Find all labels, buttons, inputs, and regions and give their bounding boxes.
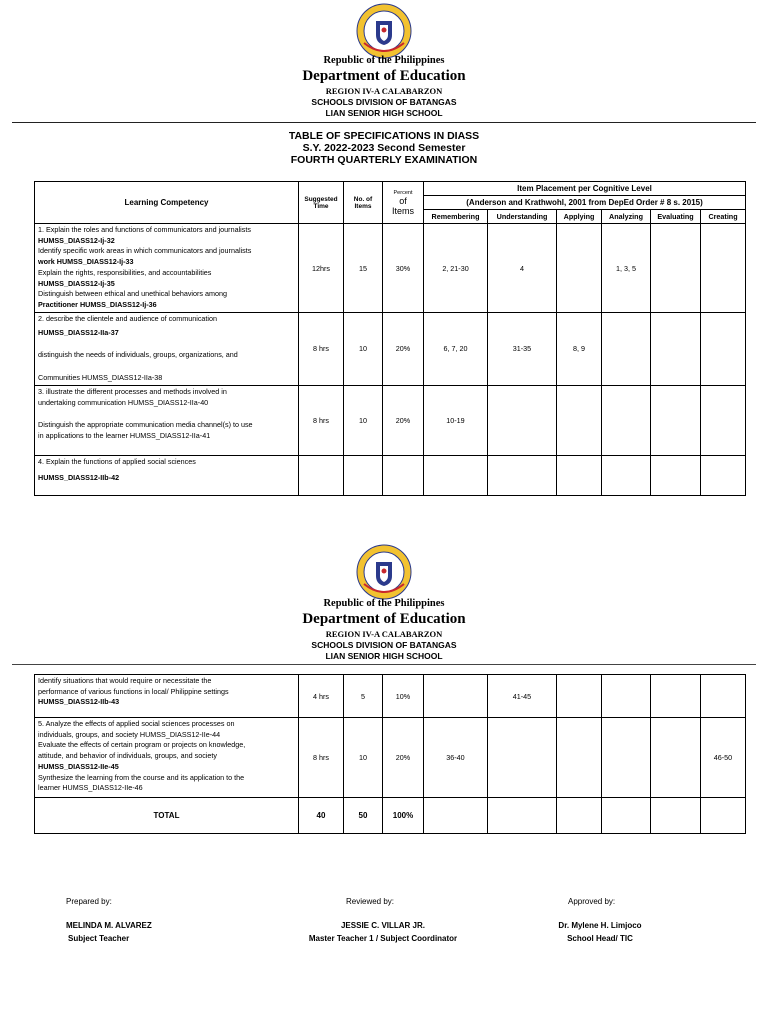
competency-line: Distinguish the appropriate communication media channel(s) to use xyxy=(38,420,253,430)
percent-cell: 30% xyxy=(383,224,424,313)
competency-code: Practitioner HUMSS_DIASS12-Ij-36 xyxy=(38,299,157,309)
competency-line: undertaking communication HUMSS_DIASS12-IIa-40 xyxy=(38,397,209,407)
understanding-cell: 4 xyxy=(488,224,557,313)
competency-line: Distinguish between ethical and unethical behaviors among xyxy=(38,289,227,299)
items-cell: 5 xyxy=(344,675,383,718)
evaluating-cell xyxy=(651,224,701,313)
competency-line: 1. Explain the roles and functions of communicators and journalists xyxy=(38,225,251,234)
prepared-by-name: MELINDA M. ALVAREZ xyxy=(66,921,152,930)
approved-by-name: Dr. Mylene H. Limjoco xyxy=(558,921,642,930)
competency-cell xyxy=(35,455,299,495)
applying-cell xyxy=(557,718,602,798)
percent-cell: 20% xyxy=(383,385,424,455)
region-label: REGION IV-A CALABARZON xyxy=(325,629,443,639)
percent-of-label: of xyxy=(399,195,407,206)
document-title: TABLE OF SPECIFICATIONS IN DIASS xyxy=(288,130,480,142)
remembering-cell: 2, 21-30 xyxy=(424,224,488,313)
competency-code: HUMSS_DIASS12-IIe-45 xyxy=(38,761,119,771)
percent-cell: 20% xyxy=(383,718,424,798)
empty-cell xyxy=(424,798,488,834)
competency-line: Identify specific work areas in which communicators and journalists xyxy=(38,246,252,256)
table-row xyxy=(35,224,746,313)
analyzing-cell xyxy=(602,675,651,718)
deped-seal-logo xyxy=(356,3,412,59)
competency-line: Synthesize the learning from the course and its application to the xyxy=(38,772,245,782)
col-header-remembering: Remembering xyxy=(424,210,488,224)
remembering-cell: 6, 7, 20 xyxy=(424,313,488,386)
items-cell: 15 xyxy=(344,224,383,313)
understanding-cell: 31-35 xyxy=(488,313,557,386)
approved-by-label: Approved by: xyxy=(568,897,616,906)
competency-line: performance of various functions in local/ Philippine settings xyxy=(38,686,229,696)
total-time: 40 xyxy=(299,798,344,834)
creating-cell xyxy=(701,455,746,495)
applying-cell xyxy=(557,224,602,313)
total-label: TOTAL xyxy=(35,798,299,834)
table-row xyxy=(35,455,746,495)
evaluating-cell xyxy=(651,455,701,495)
competency-code: HUMSS_DIASS12-IIb-42 xyxy=(38,472,120,482)
competency-code: HUMSS_DIASS12-IIb-43 xyxy=(38,697,120,707)
time-cell: 8 hrs xyxy=(299,718,344,798)
competency-code: work HUMSS_DIASS12-Ij-33 xyxy=(38,257,134,267)
competency-line: in applications to the learner HUMSS_DIASS12-IIa-41 xyxy=(38,430,211,440)
col-header-understanding: Understanding xyxy=(488,210,557,224)
empty-cell xyxy=(488,798,557,834)
understanding-cell: 41-45 xyxy=(488,675,557,718)
understanding-cell xyxy=(488,718,557,798)
school-label: LIAN SENIOR HIGH SCHOOL xyxy=(325,651,443,661)
percent-cell xyxy=(383,455,424,495)
remembering-cell xyxy=(424,455,488,495)
school-label: LIAN SENIOR HIGH SCHOOL xyxy=(325,108,443,118)
competency-line: attitude, and behavior of individuals, groups, and society xyxy=(38,751,218,761)
approved-by-title: School Head/ TIC xyxy=(567,934,633,943)
division-label: SCHOOLS DIVISION OF BATANGAS xyxy=(311,97,457,107)
reviewed-by-name: JESSIE C. VILLAR JR. xyxy=(340,921,426,930)
reviewed-by-title: Master Teacher 1 / Subject Coordinator xyxy=(308,934,458,943)
applying-cell xyxy=(557,455,602,495)
creating-cell xyxy=(701,313,746,386)
remembering-cell xyxy=(424,675,488,718)
republic-label: Republic of the Philippines xyxy=(323,598,445,609)
header-divider xyxy=(12,122,756,123)
creating-cell xyxy=(701,224,746,313)
col-header-percent xyxy=(383,182,424,224)
col-header-competency: Learning Competency xyxy=(35,182,299,224)
competency-code: HUMSS_DIASS12-Ij-32 xyxy=(38,235,115,245)
percent-cell: 20% xyxy=(383,313,424,386)
deped-seal-logo xyxy=(356,544,412,600)
empty-cell xyxy=(651,798,701,834)
exam-title: FOURTH QUARTERLY EXAMINATION xyxy=(290,154,478,166)
competency-cell xyxy=(35,675,299,718)
items-cell: 10 xyxy=(344,313,383,386)
competency-cell xyxy=(35,718,299,798)
empty-cell xyxy=(557,798,602,834)
time-cell: 4 hrs xyxy=(299,675,344,718)
competency-line: 3. illustrate the different processes and methods involved in xyxy=(38,386,227,396)
analyzing-cell xyxy=(602,385,651,455)
prepared-by-label: Prepared by: xyxy=(66,897,112,906)
competency-cell xyxy=(35,313,299,386)
time-cell: 12hrs xyxy=(299,224,344,313)
department-title: Department of Education xyxy=(302,611,466,627)
empty-cell xyxy=(602,798,651,834)
republic-label: Republic of the Philippines xyxy=(323,55,445,66)
understanding-cell xyxy=(488,455,557,495)
evaluating-cell xyxy=(651,385,701,455)
evaluating-cell xyxy=(651,718,701,798)
applying-cell: 8, 9 xyxy=(557,313,602,386)
remembering-cell: 10-19 xyxy=(424,385,488,455)
prepared-by-title: Subject Teacher xyxy=(68,934,130,943)
competency-line: 2. describe the clientele and audience of communication xyxy=(38,314,217,323)
items-cell: 10 xyxy=(344,718,383,798)
col-header-evaluating: Evaluating xyxy=(651,210,701,224)
reference-note: (Anderson and Krathwohl, 2001 from DepEd Order # 8 s. 2015) xyxy=(424,196,746,210)
specification-table-continued xyxy=(34,674,746,834)
time-cell xyxy=(299,455,344,495)
header-divider xyxy=(12,664,756,665)
creating-cell xyxy=(701,675,746,718)
table-row xyxy=(35,385,746,455)
competency-line: learner HUMSS_DIASS12-IIe-46 xyxy=(38,783,143,793)
col-header-applying: Applying xyxy=(557,210,602,224)
time-cell: 8 hrs xyxy=(299,313,344,386)
competency-line: Communities HUMSS_DIASS12-IIa-38 xyxy=(38,373,163,383)
col-header-analyzing: Analyzing xyxy=(602,210,651,224)
school-year: S.Y. 2022-2023 Second Semester xyxy=(302,142,466,154)
percent-items-label: Items xyxy=(391,205,414,216)
time-cell: 8 hrs xyxy=(299,385,344,455)
region-label: REGION IV-A CALABARZON xyxy=(325,86,443,96)
total-items: 50 xyxy=(344,798,383,834)
creating-cell: 46-50 xyxy=(701,718,746,798)
competency-line: Explain the rights, responsibilities, and accountabilities xyxy=(38,267,212,277)
evaluating-cell xyxy=(651,675,701,718)
understanding-cell xyxy=(488,385,557,455)
items-cell: 10 xyxy=(344,385,383,455)
col-header-placement: Item Placement per Cognitive Level xyxy=(424,182,746,196)
competency-line: distinguish the needs of individuals, groups, organizations, and xyxy=(38,350,238,360)
creating-cell xyxy=(701,385,746,455)
competency-line: Evaluate the effects of certain program or projects on knowledge, xyxy=(38,740,246,750)
analyzing-cell xyxy=(602,455,651,495)
evaluating-cell xyxy=(651,313,701,386)
percent-small-label: Percent xyxy=(393,189,413,196)
items-cell xyxy=(344,455,383,495)
reviewed-by-label: Reviewed by: xyxy=(346,897,395,906)
applying-cell xyxy=(557,675,602,718)
department-title: Department of Education xyxy=(302,68,466,84)
total-row xyxy=(35,798,746,834)
col-header-items: No. of Items xyxy=(344,182,383,224)
table-row xyxy=(35,313,746,386)
competency-cell xyxy=(35,385,299,455)
table-row xyxy=(35,675,746,718)
analyzing-cell xyxy=(602,718,651,798)
applying-cell xyxy=(557,385,602,455)
competency-line: 5. Analyze the effects of applied social sciences processes on xyxy=(38,719,235,728)
competency-line: Identify situations that would require or necessitate the xyxy=(38,676,212,685)
specification-table xyxy=(34,181,746,496)
competency-code: HUMSS_DIASS12-IIa-37 xyxy=(38,327,119,337)
percent-cell: 10% xyxy=(383,675,424,718)
competency-cell xyxy=(35,224,299,313)
competency-code: HUMSS_DIASS12-Ij-35 xyxy=(38,278,115,288)
empty-cell xyxy=(701,798,746,834)
total-percent: 100% xyxy=(383,798,424,834)
division-label: SCHOOLS DIVISION OF BATANGAS xyxy=(311,640,457,650)
competency-line: individuals, groups, and society HUMSS_DIASS12-IIe-44 xyxy=(38,729,221,739)
col-header-creating: Creating xyxy=(701,210,746,224)
remembering-cell: 36-40 xyxy=(424,718,488,798)
table-row xyxy=(35,718,746,798)
col-header-time: Suggested Time xyxy=(299,182,344,224)
competency-line: 4. Explain the functions of applied social sciences xyxy=(38,456,196,466)
analyzing-cell xyxy=(602,313,651,386)
analyzing-cell: 1, 3, 5 xyxy=(602,224,651,313)
